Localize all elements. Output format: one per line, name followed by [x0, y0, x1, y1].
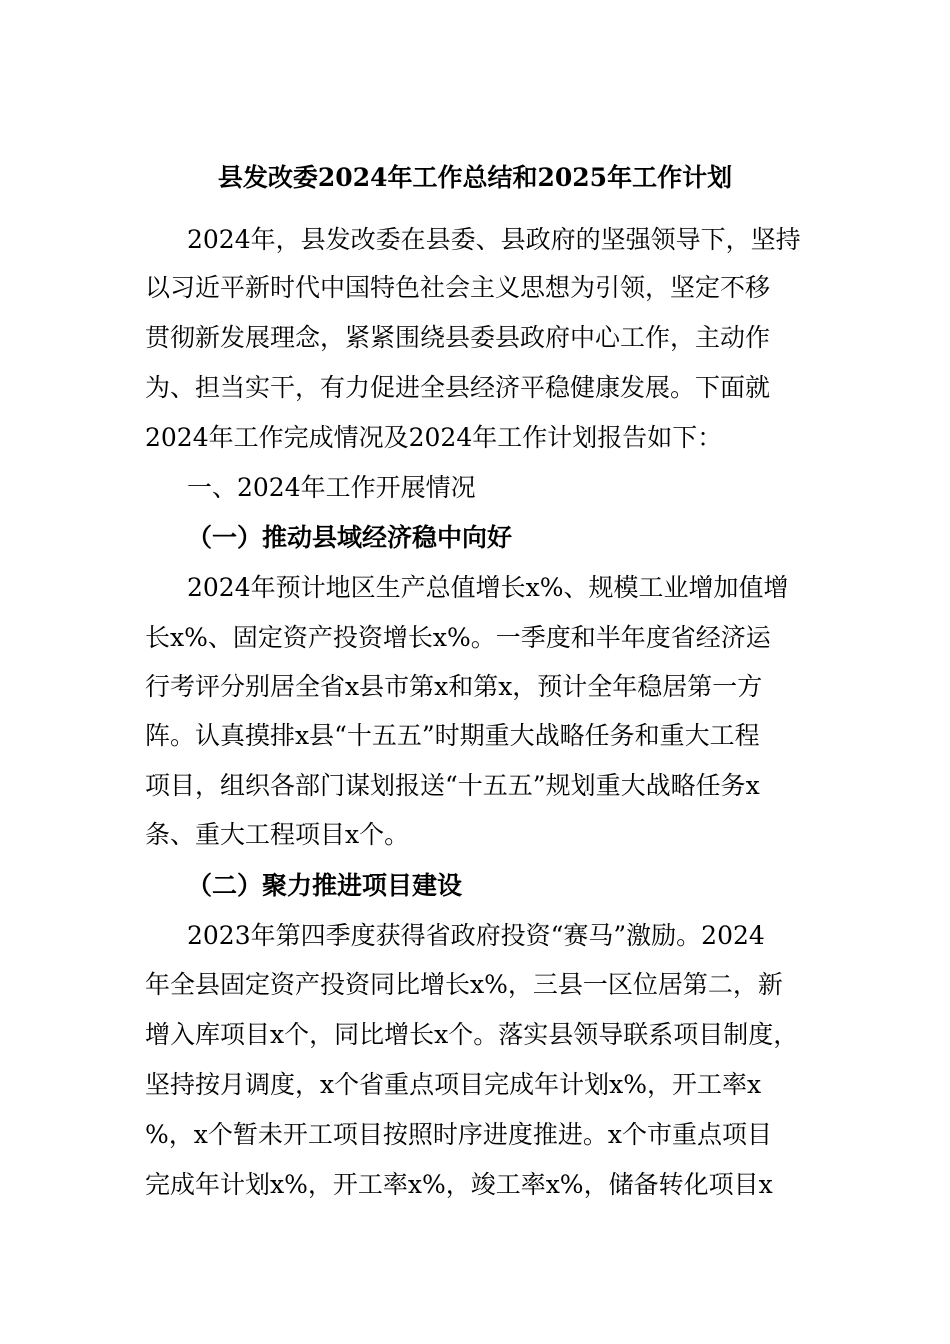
text-line: 年全县固定资产投资同比增长x%，三县一区位居第二，新	[145, 970, 783, 999]
text-line: 完成年计划x%，开工率x%，竣工率x%，储备转化项目x	[145, 1170, 773, 1199]
text-line: 项目，组织各部门谋划报送“十五五”规划重大战略任务x	[145, 771, 760, 800]
document-title: 县发改委2024年工作总结和2025年工作计划	[217, 163, 733, 192]
text-line: 2024年，县发改委在县委、县政府的坚强领导下，坚持	[187, 225, 801, 254]
text-line: %，x个暂未开工项目按照时序进度推进。x个市重点项目	[145, 1120, 772, 1149]
text-line: 2024年预计地区生产总值增长x%、规模工业增加值增	[187, 573, 789, 602]
text-line: 贯彻新发展理念，紧紧围绕县委县政府中心工作，主动作	[145, 323, 771, 352]
text-line: 为、担当实干，有力促进全县经济平稳健康发展。下面就	[145, 373, 771, 402]
text-line: 坚持按月调度，x个省重点项目完成年计划x%，开工率x	[145, 1070, 762, 1099]
text-line: 增入库项目x个，同比增长x个。落实县领导联系项目制度，	[145, 1020, 799, 1049]
text-line: 2024年工作完成情况及2024年工作计划报告如下：	[145, 423, 723, 452]
text-line: 行考评分别居全省x县市第x和第x，预计全年稳居第一方	[145, 672, 763, 701]
text-line: 条、重大工程项目x个。	[145, 820, 410, 849]
subsection-heading-economy: （一）推动县域经济稳中向好	[187, 523, 513, 552]
text-line: 2023年第四季度获得省政府投资“赛马”激励。2024	[187, 921, 765, 950]
subsection-heading-projects: （二）聚力推进项目建设	[187, 871, 463, 900]
text-line: 以习近平新时代中国特色社会主义思想为引领，坚定不移	[145, 273, 771, 302]
text-line: 阵。认真摸排x县“十五五”时期重大战略任务和重大工程	[145, 721, 760, 750]
section-heading-1: 一、2024年工作开展情况	[187, 473, 476, 502]
text-line: 长x%、固定资产投资增长x%。一季度和半年度省经济运	[145, 623, 771, 652]
